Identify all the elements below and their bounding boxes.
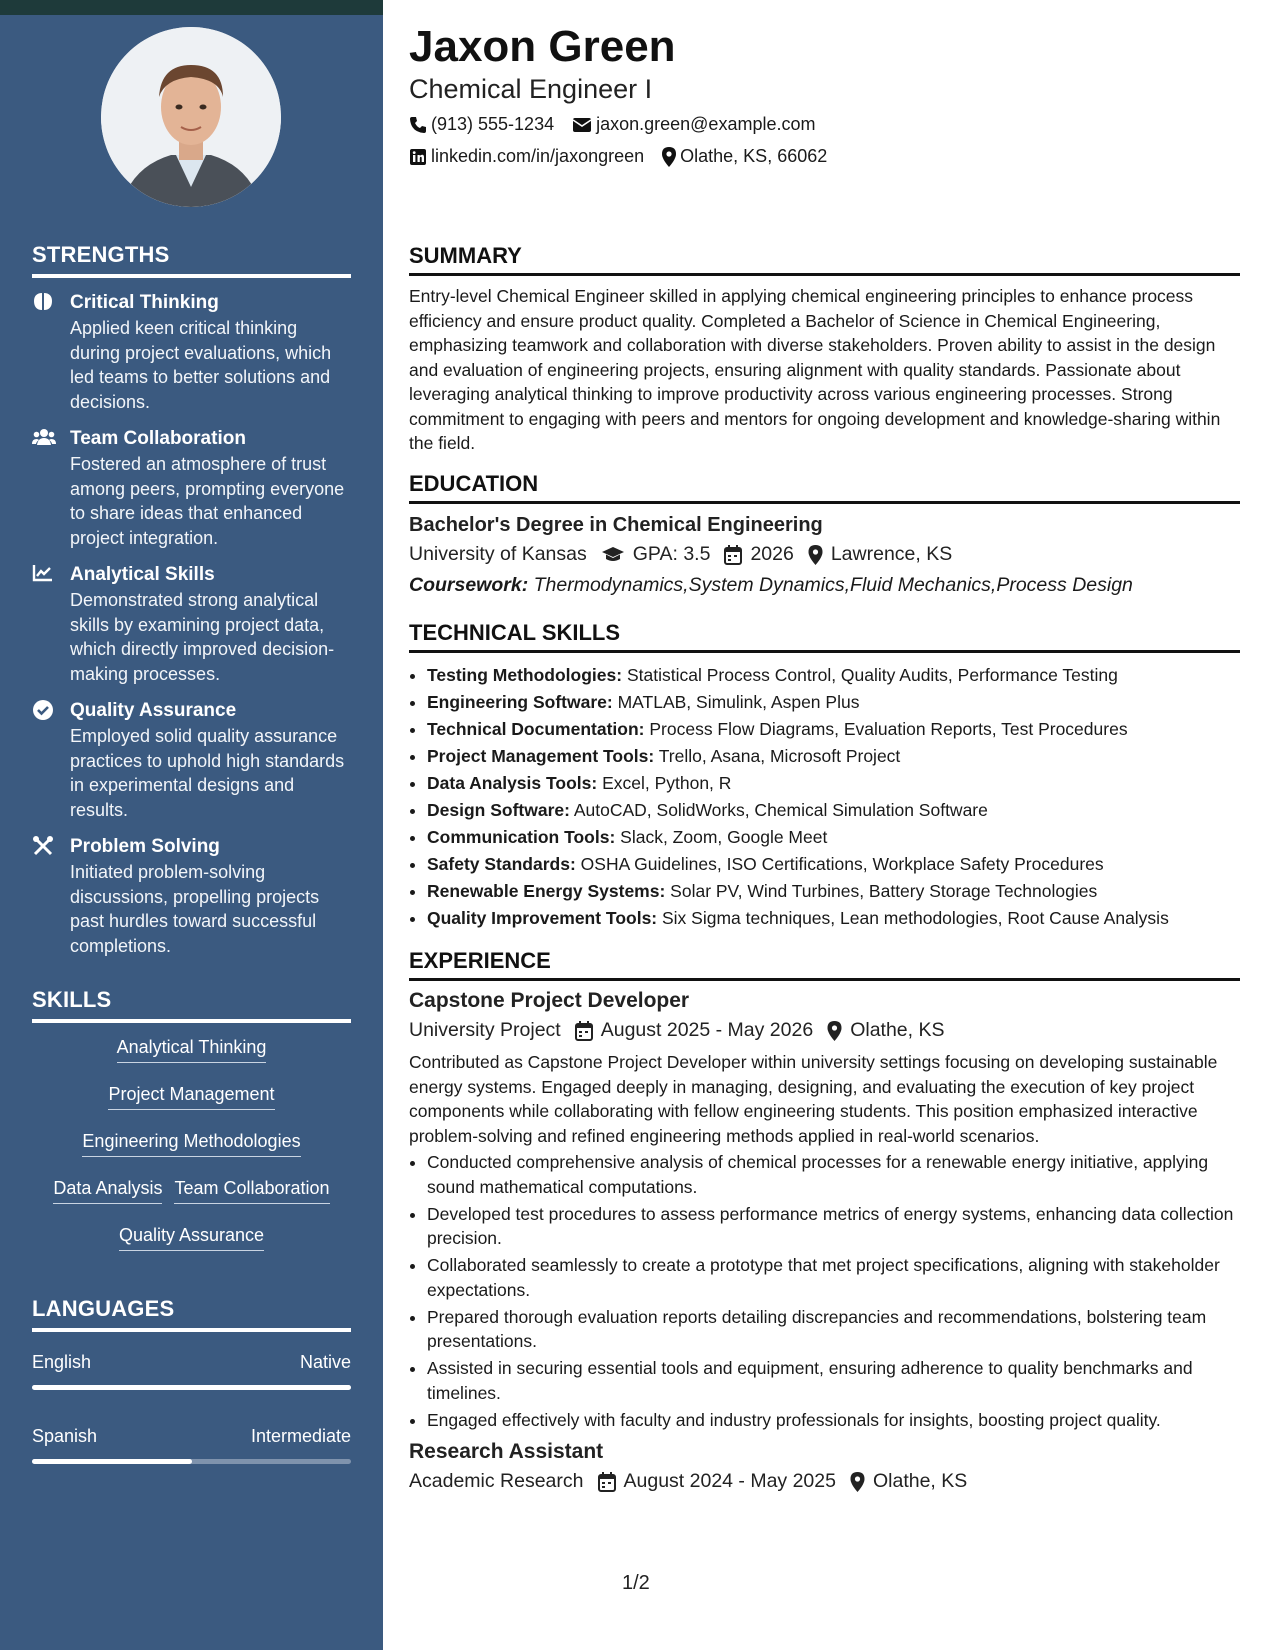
skill-tag: Analytical Thinking xyxy=(117,1035,267,1063)
job-org: Academic Research xyxy=(409,1470,584,1492)
technical-skill-item: • Project Management Tools: Trello, Asana, Microsoft Project xyxy=(427,744,1240,769)
summary-section xyxy=(409,243,1240,456)
technical-skill-item: • Engineering Software: MATLAB, Simulink, Aspen Plus xyxy=(427,690,1240,715)
job-bullet: • Conducted comprehensive analysis of chemical processes for a renewable energy initiative, applying sound mathematical computations. xyxy=(427,1150,1240,1199)
education-gpa: GPA: 3.5 xyxy=(632,543,711,565)
job-title: Research Assistant xyxy=(409,1440,604,1463)
phone-contact[interactable]: (913) 555-1234 xyxy=(409,114,554,135)
map-marker-icon xyxy=(827,1021,842,1041)
map-marker-icon xyxy=(662,147,676,167)
email-contact[interactable]: jaxon.green@example.com xyxy=(572,114,815,135)
calendar-icon xyxy=(724,545,742,565)
location-contact: Olathe, KS, 66062 xyxy=(662,146,827,167)
summary-text: Entry-level Chemical Engineer skilled in applying chemical engineering principles to enhance process efficiency and ensure product quality. Completed a Bachelor of Science in Chemical Engineering, emphasizing teamwork and collaboration with diverse stakeholders. Proven ability to assist in the design and evaluation of engineering projects, ensuring alignment with quality standards. Passionate about leveraging analytical thinking to improve productivity across various engineering processes. Strong commitment to engaging with peers and mentors for ongoing development and knowledge-sharing within the field. xyxy=(409,286,1221,453)
technical-skill-item: • Communication Tools: Slack, Zoom, Google Meet xyxy=(427,825,1240,850)
strengths-heading: STRENGTHS xyxy=(32,242,351,278)
map-marker-icon xyxy=(850,1472,865,1492)
language-item xyxy=(32,1426,351,1464)
job-location: Olathe, KS xyxy=(872,1470,968,1492)
chart-line-icon xyxy=(32,563,56,585)
technical-skills-section xyxy=(409,620,1240,933)
strength-item: Analytical Skills Demonstrated strong analytical skills by examining project data, which directly improved decision-making processes. xyxy=(32,562,351,686)
phone-icon xyxy=(409,116,427,134)
job-bullets xyxy=(409,1150,1240,1432)
language-proficiency-fill xyxy=(32,1459,192,1464)
technical-skill-item: • Data Analysis Tools: Excel, Python, R xyxy=(427,771,1240,796)
technical-skill-item: • Quality Improvement Tools: Six Sigma techniques, Lean methodologies, Root Cause Analysis xyxy=(427,906,1240,931)
strength-item: Problem Solving Initiated problem-solving discussions, propelling projects past hurdles toward successful completions. xyxy=(32,834,351,958)
job-bullet: • Collaborated seamlessly to create a prototype that met project specifications, aligning with stakeholder expectations. xyxy=(427,1253,1240,1302)
language-level: Intermediate xyxy=(250,1426,351,1446)
language-proficiency-bar xyxy=(32,1385,351,1390)
languages-heading: LANGUAGES xyxy=(32,1296,351,1332)
education-meta xyxy=(409,543,1240,566)
map-marker-icon xyxy=(808,545,823,565)
strength-item: Quality Assurance Employed solid quality assurance practices to uphold high standards in experimental designs and results. xyxy=(32,698,351,822)
skill-tag: Quality Assurance xyxy=(119,1223,264,1251)
strength-item: Team Collaboration Fostered an atmosphere of trust among peers, prompting everyone to share ideas that enhanced project integration. xyxy=(32,426,351,550)
experience-heading: EXPERIENCE xyxy=(409,948,1240,981)
job-title: Capstone Project Developer xyxy=(409,989,690,1012)
job-bullet: • Prepared thorough evaluation reports detailing discrepancies and recommendations, bolstering team presentations. xyxy=(427,1305,1240,1354)
experience-job xyxy=(409,1440,1240,1493)
strengths-section xyxy=(32,242,351,958)
education-section xyxy=(409,471,1240,597)
education-heading: EDUCATION xyxy=(409,471,1240,504)
summary-heading: SUMMARY xyxy=(409,243,1240,276)
language-level: Native xyxy=(299,1352,351,1372)
experience-job xyxy=(409,989,1240,1432)
job-location: Olathe, KS xyxy=(850,1019,945,1041)
job-summary: Contributed as Capstone Project Developer within university settings focusing on developing sustainable energy systems. Engaged deeply in managing, designing, and evaluating the execution of key project components while collaborating with fellow engineering students. This position emphasized interactive problem-solving and refined engineering methods applied in real-world scenarios. xyxy=(409,1052,1218,1146)
contact-row xyxy=(409,114,833,135)
skills-list xyxy=(32,1035,351,1270)
sidebar-top-strip xyxy=(0,0,383,15)
linkedin-icon xyxy=(409,148,427,166)
job-bullet: • Engaged effectively with faculty and industry professionals for insights, boosting project quality. xyxy=(427,1408,1240,1433)
technical-skill-item: • Technical Documentation: Process Flow Diagrams, Evaluation Reports, Test Procedures xyxy=(427,717,1240,742)
education-year: 2026 xyxy=(750,543,794,565)
linkedin-contact[interactable]: linkedin.com/in/jaxongreen xyxy=(409,146,644,167)
job-meta xyxy=(409,1019,1240,1042)
education-school: University of Kansas xyxy=(409,543,587,565)
graduation-cap-icon xyxy=(601,546,625,564)
check-circle-icon xyxy=(32,699,56,721)
language-name: Spanish xyxy=(32,1426,98,1446)
brain-icon xyxy=(32,291,56,313)
education-degree: Bachelor's Degree in Chemical Engineering xyxy=(409,514,823,536)
job-org: University Project xyxy=(409,1019,561,1041)
language-proficiency-fill xyxy=(32,1385,351,1390)
languages-section xyxy=(32,1296,351,1464)
experience-section xyxy=(409,948,1240,1493)
strength-item: Critical Thinking Applied keen critical thinking during project evaluations, which led teams to better solutions and decisions. xyxy=(32,290,351,414)
skill-tag: Team Collaboration xyxy=(174,1176,329,1204)
technical-skill-item: • Renewable Energy Systems: Solar PV, Wind Turbines, Battery Storage Technologies xyxy=(427,879,1240,904)
language-item xyxy=(32,1352,351,1390)
job-meta xyxy=(409,1470,1240,1493)
profile-photo xyxy=(101,27,281,207)
person-name: Jaxon Green xyxy=(409,22,676,71)
page-indicator: 1/2 xyxy=(622,1572,650,1594)
technical-skill-item: • Safety Standards: OSHA Guidelines, ISO Certifications, Workplace Safety Procedures xyxy=(427,852,1240,877)
job-dates: August 2024 - May 2025 xyxy=(623,1470,836,1492)
education-coursework: Coursework: Thermodynamics,System Dynamics,Fluid Mechanics,Process Design xyxy=(409,574,1133,596)
skill-tag: Data Analysis xyxy=(53,1176,162,1204)
technical-skill-item: • Design Software: AutoCAD, SolidWorks, Chemical Simulation Software xyxy=(427,798,1240,823)
technical-skills-list xyxy=(409,663,1240,931)
calendar-icon xyxy=(575,1021,593,1041)
technical-skill-item: • Testing Methodologies: Statistical Process Control, Quality Audits, Performance Testing xyxy=(427,663,1240,688)
envelope-icon xyxy=(572,117,592,133)
sidebar xyxy=(0,0,383,1650)
job-dates: August 2025 - May 2026 xyxy=(600,1019,814,1041)
skill-tag: Engineering Methodologies xyxy=(82,1129,300,1157)
skills-section xyxy=(32,987,351,1270)
contact-row xyxy=(409,146,845,167)
job-bullet: • Assisted in securing essential tools and equipment, ensuring adherence to quality benchmarks and timelines. xyxy=(427,1356,1240,1405)
calendar-icon xyxy=(598,1472,616,1492)
skills-heading: SKILLS xyxy=(32,987,351,1023)
technical-skills-heading: TECHNICAL SKILLS xyxy=(409,620,1240,653)
users-icon xyxy=(32,427,56,449)
language-name: English xyxy=(32,1352,92,1372)
tools-icon xyxy=(32,835,56,857)
skill-tag: Project Management xyxy=(108,1082,274,1110)
job-bullet: • Developed test procedures to assess performance metrics of energy systems, enhancing data collection precision. xyxy=(427,1202,1240,1251)
person-title: Chemical Engineer I xyxy=(409,74,653,104)
education-location: Lawrence, KS xyxy=(830,543,953,565)
language-proficiency-bar xyxy=(32,1459,351,1464)
